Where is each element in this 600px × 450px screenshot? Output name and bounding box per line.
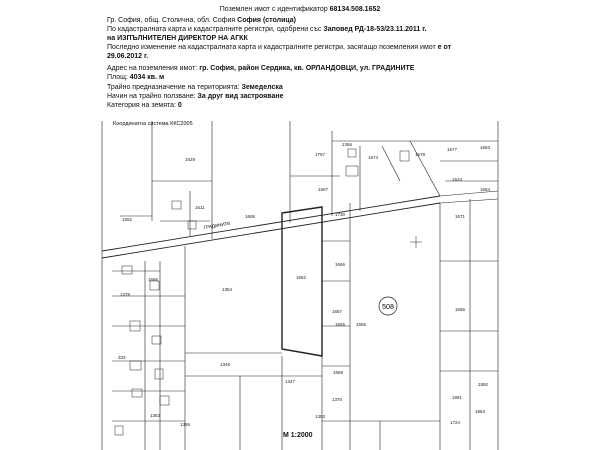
director-line [107,35,248,43]
parcel-label: 1623 [452,177,463,182]
parcel-label: 1684 [480,187,491,192]
cadastral-map [100,121,500,450]
director-text: на ИЗПЪЛНИТЕЛЕН ДИРЕКТОР НА АГКК [107,35,248,42]
document-header [0,0,600,120]
usage-line [107,93,283,101]
purpose-value: Земеделска [241,84,283,91]
purpose-line [107,84,283,92]
parcel-label: 1354 [222,287,233,292]
parcel-label: 1552 [122,217,133,222]
address-bold: гр. София, район Сердика, кв. ОРЛАНДОВЦИ, ул. ГРАДИНИТЕ [199,65,415,72]
parcel-label: 1355 [180,422,191,427]
map-approval-line [107,26,426,34]
parcel-label: 1892 [478,382,489,387]
parcel-label: 1378 [120,292,131,297]
usage-label: Начин на трайно ползване: [107,93,196,100]
parcel-label: 1611 [195,205,205,210]
parcel-label: 1652 [296,275,307,280]
title-prefix: Поземлен имот с идентификатор [219,6,328,13]
parcel-label: 1370 [332,397,343,402]
category-line [107,102,182,110]
purpose-label: Трайно предназначение на територията: [107,84,240,91]
area-value: 4034 кв. м [129,74,165,81]
parcel-label: 333 [118,355,126,360]
parcel-label: 1757 [315,152,326,157]
area-label: Площ: [107,74,128,81]
document-title [0,6,600,13]
parcel-label: 1656 [455,307,466,312]
parcel-labels [118,142,491,427]
parcel-label: 1678 [415,152,426,157]
parcel-identifier: 68134.508.1652 [329,6,381,13]
parcel-label: 1353 [150,413,161,418]
last-change-date: 29.06.2012 г. [107,53,149,60]
category-value: 0 [177,102,182,109]
parcel-label: 1724 [450,420,461,425]
parcel-boundaries [102,121,498,450]
map-line-bold: Заповед РД-18-53/23.11.2011 г. [323,26,427,33]
district-marker [379,297,397,315]
building-outlines [115,149,409,435]
parcel-label: 1863 [475,409,486,414]
area-line [107,74,164,82]
coordinate-system-label: Координатна система ККС2005 [113,121,193,127]
parcel-label: 1666 [335,262,346,267]
parcel-label: 1348 [220,362,231,367]
parcel-label: 1629 [185,157,196,162]
last-change-date-line [107,53,148,61]
parcel-label: 1366 [342,142,353,147]
parcel-label: 1669 [333,370,344,375]
address-prefix: Адрес на поземления имот: [107,65,198,72]
address-line [107,65,414,73]
parcel-label: 1891 [452,395,463,400]
parcel-label: 1657 [332,309,343,314]
parcel-label: 1677 [447,147,458,152]
parcel-label: 1663 [480,145,491,150]
parcel-label: 1606 [245,214,256,219]
district-number: 508 [382,304,394,311]
parcel-label: 1655 [356,322,367,327]
parcel-label: 1655 [335,322,346,327]
parcel-label: 1671 [455,214,466,219]
map-line-prefix: По кадастралната карта и кадастралните регистри, одобрени със [107,26,322,33]
last-change-bold: е от [437,44,452,51]
last-change-prefix: Последно изменение на кадастралната карта и кадастралните регистри, засягащо поземления имот [107,44,436,51]
location-line [107,17,296,25]
map-scale: М 1:2000 [283,432,313,439]
parcel-label: 1666 [148,277,159,282]
parcel-label: 1353 [315,414,326,419]
street-label: ГРАДИНИТЕ [203,220,231,230]
parcel-label: 1730 [335,212,346,217]
location-prefix: Гр. София, общ. Столична, обл. София [107,17,236,24]
usage-value: За друг вид застрояване [197,93,284,100]
cross-marker [410,236,422,248]
location-bold: София (столица) [237,17,296,24]
parcel-label: 1347 [285,379,296,384]
parcel-label: 1607 [318,187,329,192]
last-change-line [107,44,451,52]
category-label: Категория на земята: [107,102,176,109]
parcel-label: 1674 [368,155,379,160]
